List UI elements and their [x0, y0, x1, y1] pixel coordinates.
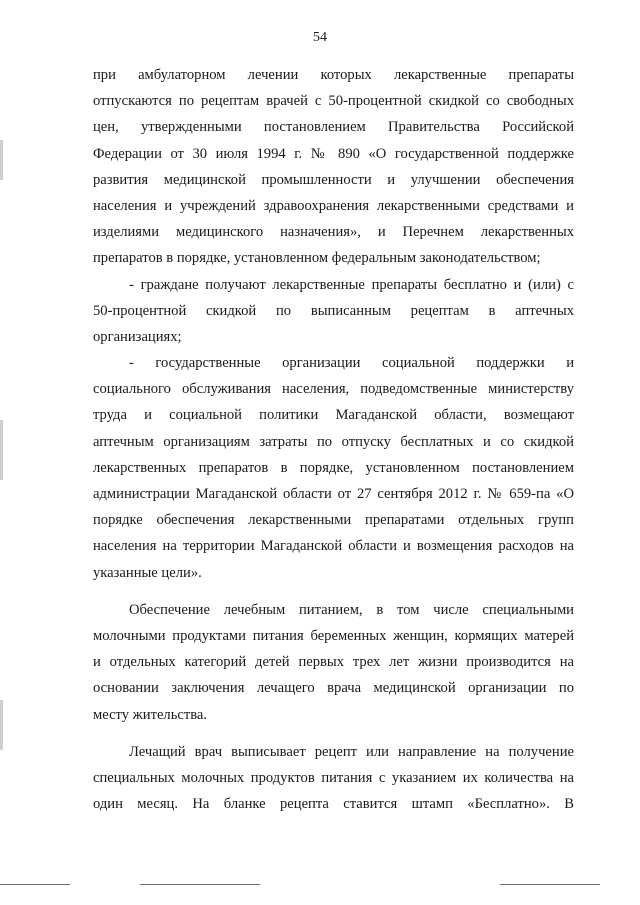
text-line: развития медицинской промышленности и улучшении обеспечения	[93, 171, 574, 188]
text-line: - государственные организации социальной поддержки и	[129, 355, 574, 372]
text-line: цен, утвержденными постановлением Правительства Российской	[93, 119, 574, 136]
text-line: аптечным организациям затраты по отпуску бесплатных и со скидкой	[93, 433, 574, 450]
text-line: месту жительства.	[93, 706, 208, 723]
text-line: администрации Магаданской области от 27 сентября 2012 г. № 659-па «О	[93, 486, 574, 502]
text-line: лекарственных препаратов в порядке, установленном постановлением	[93, 459, 574, 476]
text-line: труда и социальной политики Магаданской области, возмещают	[93, 407, 574, 424]
text-line: социального обслуживания населения, подведомственные министерству	[93, 381, 574, 398]
footer-rule-right	[500, 884, 600, 885]
paragraph-list-item-organizations	[93, 350, 574, 586]
page-number: 54	[313, 30, 327, 45]
text-line: изделиями медицинского назначения», и Перечнем лекарственных	[93, 224, 574, 241]
paragraph-therapeutic-nutrition	[93, 597, 574, 728]
paragraph-gap	[93, 586, 574, 597]
document-body	[93, 62, 574, 817]
text-line: отпускаются по рецептам врачей с 50-процентной скидкой со свободных	[93, 93, 574, 110]
text-line: 50-процентной скидкой по выписанным рецептам в аптечных	[93, 302, 574, 319]
text-line: Обеспечение лечебным питанием, в том числе специальными	[129, 601, 574, 618]
text-line: и отдельных категорий детей первых трех лет жизни производится на	[93, 654, 574, 671]
scan-left-edge-middle	[0, 420, 3, 480]
text-line: населения и учреждений здравоохранения лекарственными средствами и	[93, 197, 574, 214]
text-line: порядке обеспечения лекарственными препаратами отдельных групп	[93, 512, 574, 529]
text-line: основании заключения лечащего врача медицинской организации по	[93, 680, 574, 697]
paragraph-gap	[93, 728, 574, 739]
text-line: организациях;	[93, 328, 182, 345]
text-line: Федерации от 30 июля 1994 г. № 890 «О государственной поддержке	[93, 145, 574, 162]
footer-rule-left	[0, 884, 70, 885]
text-line: Лечащий врач выписывает рецепт или направление на получение	[129, 743, 574, 760]
scan-left-edge-bottom	[0, 700, 3, 750]
paragraph-prescription	[93, 739, 574, 818]
text-line: препаратов в порядке, установленном федеральным законодательством;	[93, 250, 541, 267]
footer-rule-center	[140, 884, 260, 885]
scan-left-edge-top	[0, 140, 3, 180]
text-line: населения на территории Магаданской области и возмещения расходов на	[93, 538, 574, 555]
text-line: специальных молочных продуктов питания с указанием их количества на	[93, 769, 574, 786]
paragraph-continuation	[93, 62, 574, 272]
text-line: молочными продуктами питания беременных женщин, кормящих матерей	[93, 627, 574, 644]
text-line: указанные цели».	[93, 564, 202, 581]
text-line: один месяц. На бланке рецепта ставится штамп «Бесплатно». В	[93, 796, 574, 813]
paragraph-list-item-citizens	[93, 272, 574, 351]
text-line: - граждане получают лекарственные препараты бесплатно и (или) с	[129, 276, 574, 293]
text-line: при амбулаторном лечении которых лекарственные препараты	[93, 67, 574, 83]
